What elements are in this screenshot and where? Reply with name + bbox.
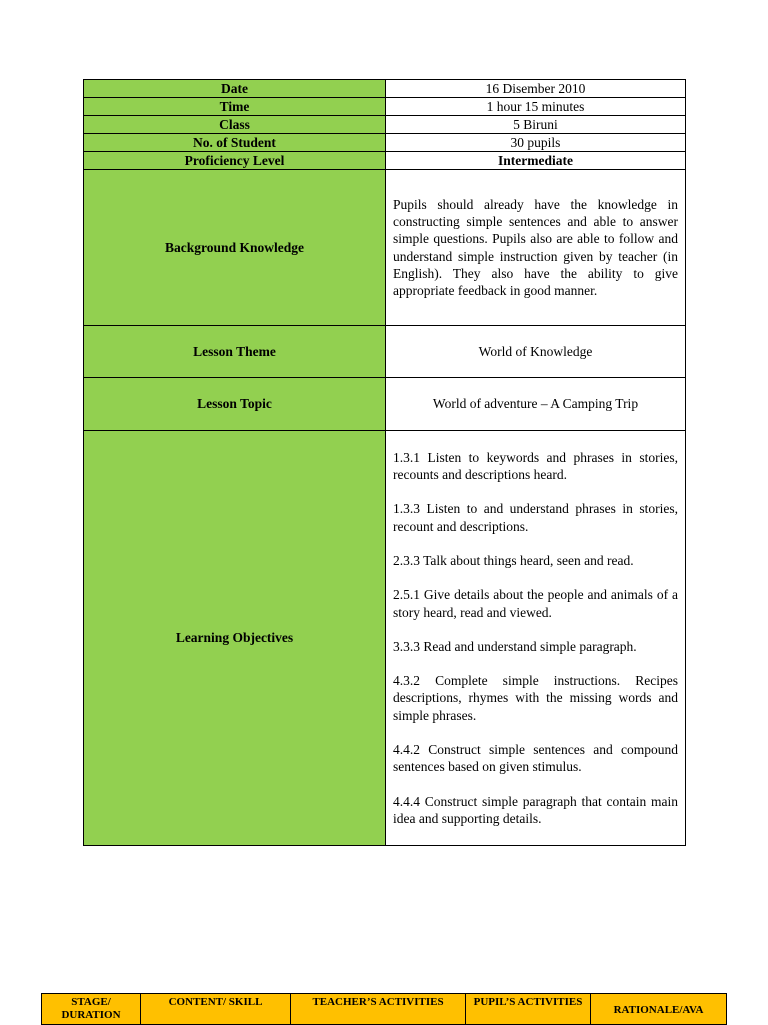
objective-item: 1.3.1 Listen to keywords and phrases in stories, recounts and descriptions heard. — [393, 449, 678, 483]
objective-item: 4.4.4 Construct simple paragraph that contain main idea and supporting details. — [393, 793, 678, 826]
date-value: 16 Disember 2010 — [386, 80, 686, 98]
objective-item: 4.3.2 Complete simple instructions. Recipes descriptions, rhymes with the missing words and simple phrases. — [393, 673, 678, 723]
date-row — [84, 80, 686, 98]
topic-row — [84, 378, 686, 431]
time-label: Time — [84, 98, 386, 116]
activities-header-row — [42, 994, 727, 1025]
objectives-row — [84, 431, 686, 846]
objectives-list — [386, 449, 685, 827]
date-label: Date — [84, 80, 386, 98]
students-value: 30 pupils — [386, 134, 686, 152]
students-row — [84, 134, 686, 152]
lesson-plan-table — [83, 79, 686, 846]
time-value: 1 hour 15 minutes — [386, 98, 686, 116]
objectives-label: Learning Objectives — [84, 431, 386, 846]
background-row — [84, 170, 686, 326]
objective-item: 2.5.1 Give details about the people and animals of a story heard, read and viewed. — [393, 587, 678, 620]
theme-value: World of Knowledge — [386, 326, 686, 378]
class-value: 5 Biruni — [386, 116, 686, 134]
stage-header: STAGE/ DURATION — [42, 994, 141, 1025]
proficiency-row — [84, 152, 686, 170]
content-header: CONTENT/ SKILL — [141, 994, 291, 1025]
objective-item: 2.3.3 Talk about things heard, seen and read. — [393, 552, 634, 568]
activities-table — [41, 993, 727, 1025]
students-label: No. of Student — [84, 134, 386, 152]
teacher-header: TEACHER’S ACTIVITIES — [291, 994, 466, 1025]
pupil-header: PUPIL’S ACTIVITIES — [466, 994, 591, 1025]
objective-item: 4.4.2 Construct simple sentences and compound sentences based on given stimulus. — [393, 742, 678, 775]
theme-row — [84, 326, 686, 378]
background-text: Pupils should already have the knowledge in constructing simple sentences and able to answer simple questions. Pupils also are able to follow and understand simple instruction given by teacher (in English). They also have the ability to give appropriate feedback in good manner. — [393, 196, 678, 299]
time-row — [84, 98, 686, 116]
theme-label: Lesson Theme — [84, 326, 386, 378]
objective-item: 3.3.3 Read and understand simple paragraph. — [393, 638, 637, 654]
background-label: Background Knowledge — [84, 170, 386, 326]
rationale-header: RATIONALE/AVA — [591, 994, 727, 1025]
proficiency-value: Intermediate — [386, 152, 686, 170]
objective-item: 1.3.3 Listen to and understand phrases in stories, recount and descriptions. — [393, 501, 678, 534]
topic-label: Lesson Topic — [84, 378, 386, 431]
class-row — [84, 116, 686, 134]
class-label: Class — [84, 116, 386, 134]
proficiency-label: Proficiency Level — [84, 152, 386, 170]
topic-value: World of adventure – A Camping Trip — [386, 378, 686, 431]
